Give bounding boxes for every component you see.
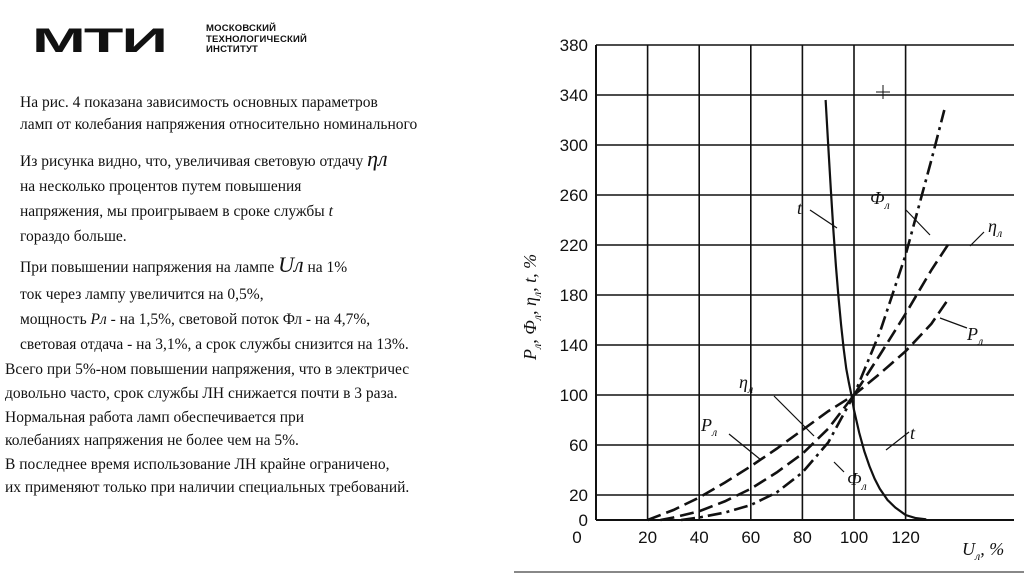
text-line: на несколько процентов путем повышения: [20, 178, 302, 195]
leader-eta-upper: [970, 232, 984, 246]
text-line: довольно часто, срок службы ЛН снижается почти в 3 раза.: [5, 385, 398, 402]
text-line: [20, 252, 348, 277]
text-line: колебаниях напряжения не более чем на 5%.: [5, 432, 299, 449]
x-tick-label: 80: [792, 528, 812, 547]
text-fragment: Из рисунка видно, что, увеличивая световую отдачу: [20, 153, 368, 170]
y-tick-label: 220: [559, 236, 588, 255]
leader-phi-lower: [834, 462, 844, 472]
label-p-left: $P_л$: [701, 415, 718, 439]
text-line: ламп от колебания напряжения относительно номинального: [20, 116, 418, 133]
text-fragment: При повышении напряжения на лампе: [20, 259, 279, 276]
cursor-crosshair-icon: [876, 85, 890, 99]
y-tick-label: 180: [559, 286, 588, 305]
leader-p-left: [729, 434, 761, 460]
y-tick-label: 380: [559, 36, 588, 55]
x-tick-label: 20: [638, 528, 658, 547]
text-line: На рис. 4 показана зависимость основных параметров: [20, 94, 378, 111]
y-tick-label: 340: [559, 86, 588, 105]
chart-grid: [596, 45, 1014, 520]
x-axis-label: $U_л$, %: [962, 539, 1005, 563]
text-line: [20, 311, 370, 329]
text-line: В последнее время использование ЛН крайне ограничено,: [5, 456, 390, 473]
chart-ticks: [560, 36, 920, 547]
y-tick-label: 100: [559, 386, 588, 405]
text-line: световая отдача - на 3,1%, а срок службы снизится на 13%.: [20, 336, 409, 353]
x-tick-label: 100: [839, 528, 869, 547]
logo-wordmark: МТИ: [32, 22, 167, 60]
x-tick-label: 60: [741, 528, 761, 547]
y-axis-label: $P_л$, $Ф_л$, $\eta_л$, t, %: [520, 253, 544, 360]
series-p-line: [648, 298, 950, 521]
voltage-characteristics-chart: [514, 0, 1024, 574]
y-tick-label: 0: [578, 511, 588, 530]
x-tick-label: 120: [891, 528, 920, 547]
text-fragment: мощность: [20, 311, 91, 328]
text-line: Всего при 5%-ном повышении напряжения, что в электричес: [5, 361, 410, 378]
eta-symbol: ηл: [367, 146, 388, 171]
label-t-lower: t: [910, 423, 916, 443]
label-eta-lower: $\eta_л$: [739, 372, 754, 396]
label-eta-upper: $\eta_л$: [988, 216, 1003, 240]
leader-p-right: [940, 318, 967, 328]
logo-line-3: ИНСТИТУТ: [206, 44, 259, 55]
logo-line-2: ТЕХНОЛОГИЧЕСКИЙ: [206, 33, 308, 45]
leader-eta-lower: [774, 396, 814, 436]
label-phi-lower: $Ф_л$: [847, 469, 867, 493]
y-tick-label: 300: [559, 136, 588, 155]
y-tick-label: 140: [559, 336, 588, 355]
chart-axes: [596, 45, 1014, 520]
t-symbol: t: [328, 203, 333, 220]
chart-series: [648, 100, 950, 520]
text-fragment: напряжения, мы проигрываем в сроке службы: [20, 203, 329, 220]
text-line: их применяют только при наличии специальных требований.: [5, 479, 410, 496]
y-tick-label: 20: [569, 486, 588, 505]
label-p-right: $P_л$: [967, 324, 984, 348]
text-fragment: - на 1,5%, световой поток Фл - на 4,7%,: [106, 311, 371, 328]
p-symbol: Pл: [90, 311, 107, 328]
text-line: [20, 203, 333, 221]
label-phi-upper: $Ф_л$: [870, 188, 890, 212]
x-tick-label: 0: [572, 528, 582, 547]
logo-line-1: МОСКОВСКИЙ: [206, 23, 277, 34]
x-tick-label: 40: [689, 528, 709, 547]
text-line: Нормальная работа ламп обеспечивается при: [5, 409, 305, 426]
u-symbol: Uл: [278, 252, 304, 277]
text-line: ток через лампу увеличится на 0,5%,: [20, 286, 264, 303]
series-t-line: [826, 100, 927, 519]
text-line: гораздо больше.: [20, 228, 127, 245]
text-fragment: на 1%: [303, 259, 348, 276]
description-text: [0, 0, 514, 574]
y-tick-label: 260: [559, 186, 588, 205]
label-t-upper: t: [797, 198, 803, 218]
text-line: [20, 146, 388, 171]
y-tick-label: 60: [569, 436, 588, 455]
chart-svg: [514, 0, 1024, 574]
